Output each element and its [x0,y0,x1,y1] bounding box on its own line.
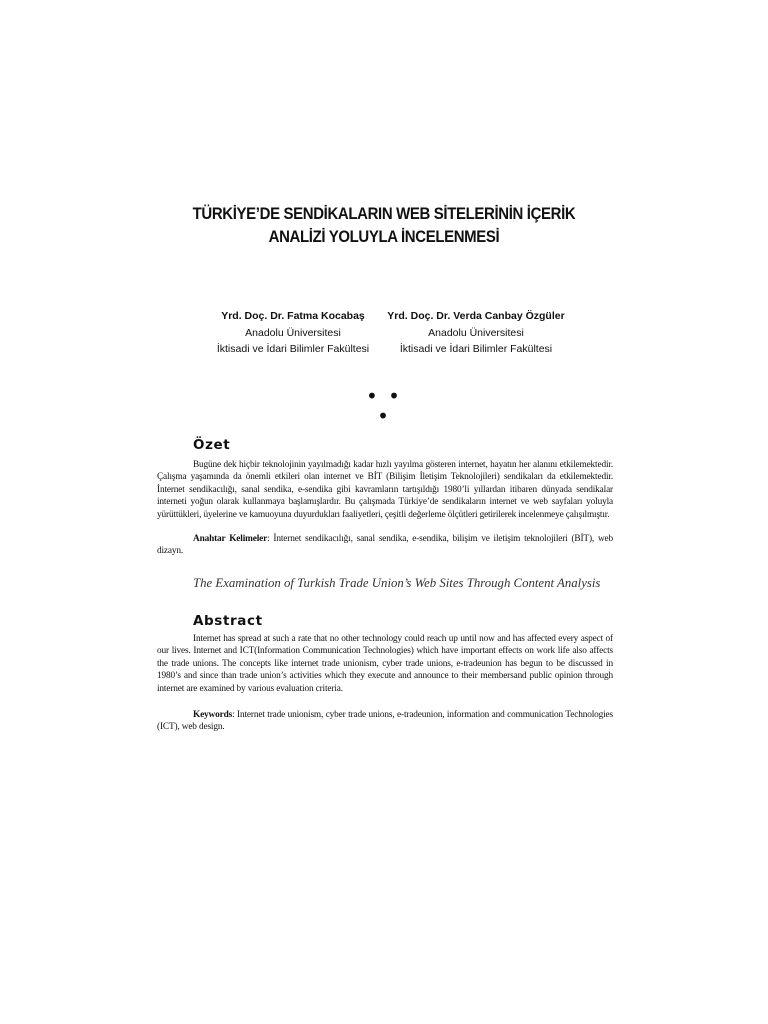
section-separator: • • • [366,384,402,428]
author-name: Yrd. Doç. Dr. Fatma Kocabaş [221,310,365,322]
ozet-paragraph [157,459,613,521]
author-faculty: İktisadi ve İdari Bilimler Fakültesi [216,343,370,355]
author-block-1 [188,308,398,358]
keywords-text: : İnternet sendikacılığı, sanal sendika, e-sendika, bilişim ve iletişim teknolojileri (BİT), web dizayn. [157,534,613,557]
paper-title-line-2: ANALİZİ YOLUYLA İNCELENMESİ [268,227,500,246]
paper-title [152,202,617,248]
author-name: Yrd. Doç. Dr. Verda Canbay Özgüler [387,310,565,322]
keywords-text: : Internet trade unionism, cyber trade unions, e-tradeunion, information and communication Technologies (ICT), web design. [157,710,613,733]
paper-title-line-1: TÜRKİYE’DE SENDİKALARIN WEB SİTELERİNİN İÇERİK [192,204,576,223]
abstract-paragraph [157,633,613,695]
ozet-heading: Özet [193,437,231,453]
author-block-2 [371,308,581,358]
english-title-text: The Examination of Turkish Trade Union’s Web Sites Through Content Analysis [193,576,601,590]
author-university: Anadolu Üniversitesi [245,326,341,339]
keywords-label: Anahtar Kelimeler [193,534,268,544]
abstract-text: Internet has spread at such a rate that no other technology could reach up until now and has affected every aspect of our lives. Internet and ICT(Information Communication Technologies) which have important effects on work life also affects the trade unions. The concepts like internet trade unionism, cyber trade unions, e-tradeunion has begun to be discussed in 1980’s and since than trade union’s activities which they execute and announce to their membersand public opinion through internet are examined by various evaluation criteria. [157,634,613,694]
ozet-text: Bugüne dek hiçbir teknolojinin yayılmadığı kadar hızlı yayılma gösteren internet, hayatın her alanını etkilemektedir. Çalışma yaşamında da önemli etkileri olan internet ve BİT (Bilişim İletişim Teknolojileri) sendikaları da etkilemektedir. İnternet sendikacılığı, sanal sendika, e-sendika gibi kavramların tartışıldığı 1980’li yıllardan itibaren dünyada sendikalar interneti yoğun olarak kullanmaya başlamışlardır. Bu çalışmada Türkiye’de sendikaların internet ve web sayfaları yoluyla yürüttükleri, üyelerine ve kamuoyuna duyurdukları faaliyetleri, çeşitli değerleme ölçütleri getirilerek incelenmeye çalışılmıştır. [157,460,613,520]
author-faculty: İktisadi ve İdari Bilimler Fakültesi [399,343,553,355]
ozet-keywords [157,533,613,558]
english-title [157,575,613,592]
author-university: Anadolu Üniversitesi [428,326,524,339]
abstract-keywords [157,709,613,734]
abstract-heading: Abstract [193,613,263,629]
keywords-label: Keywords [193,710,233,720]
